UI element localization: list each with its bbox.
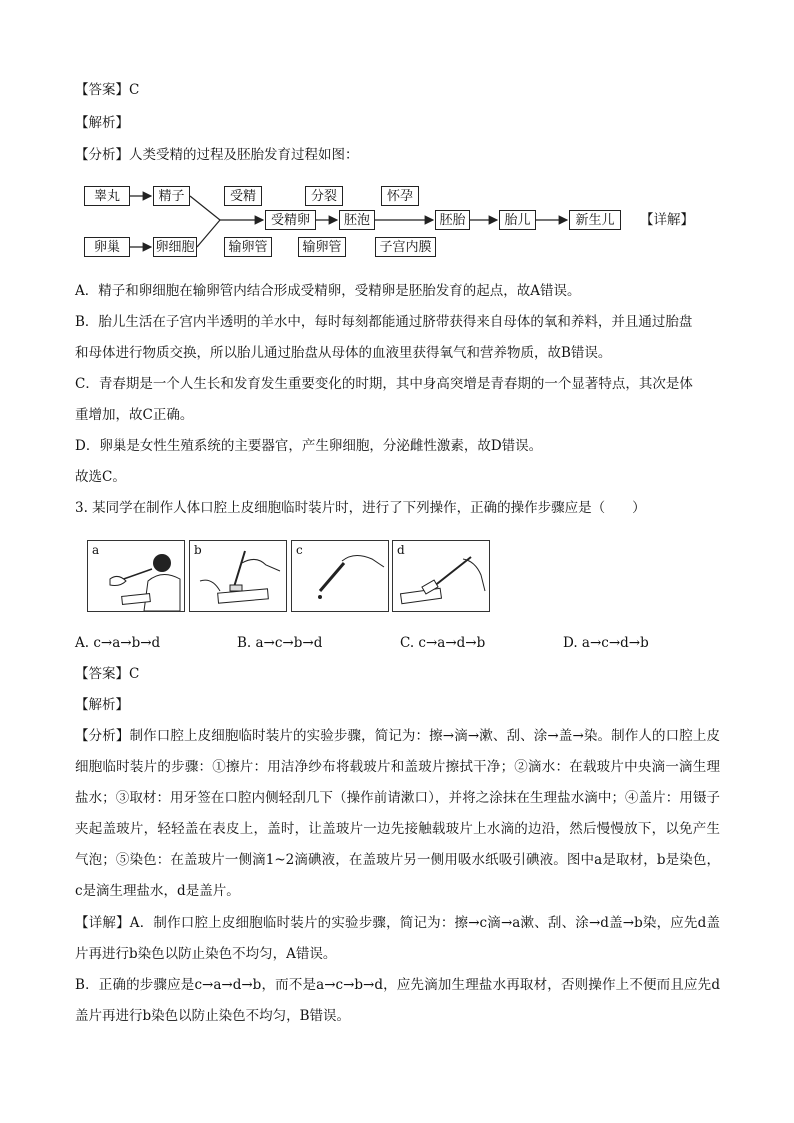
photo-a-illustration — [88, 541, 184, 611]
box-xinsheng: 新生儿 — [569, 210, 621, 230]
q3-detail-a-paragraph: 【详解】A．制作口腔上皮细胞临时装片的实验步骤，简记为：擦→c滴→a漱、刮、涂→d盖→b染，应先d盖片再进行b染色以防止染色不均匀，A错误。 — [75, 915, 720, 962]
select-line: 故选C。 — [75, 469, 126, 485]
photo-label-a: a — [92, 543, 100, 557]
jiexi-text: 解析 — [88, 115, 116, 131]
jiexi-label: 【解析】 — [75, 115, 129, 131]
photo-label-d: d — [397, 543, 405, 557]
photo-label-b: b — [194, 543, 202, 557]
box-zigong: 子宫内膜 — [375, 237, 436, 257]
option-c-line2: 重增加，故C正确。 — [75, 407, 194, 423]
photo-d — [392, 540, 490, 612]
box-fenlie: 分裂 — [305, 186, 343, 206]
answer-line: 【答案】C — [75, 82, 140, 98]
option-b-line2: 和母体进行物质交换，所以胎儿通过胎盘从母体的血液里获得氧气和营养物质，故B错误。 — [75, 345, 612, 361]
photo-b — [189, 540, 287, 612]
box-luanxibao: 卵细胞 — [153, 237, 197, 257]
box-huaiyun: 怀孕 — [381, 186, 419, 206]
q3-analysis-paragraph: 【分析】制作口腔上皮细胞临时装片的实验步骤，简记为：擦→滴→漱、刮、涂→盖→染。制作人的口腔上皮细胞临时装片的步骤：①擦片：用洁净纱布将载玻片和盖玻片擦拭干净；②滴水：在载玻片中央滴一滴生理盐水；③取材：用牙签在口腔内侧轻刮几下（操作前请漱口），并将之涂抹在生理盐水滴中；④盖片：用镊子夹起盖玻片，轻轻盖在表皮上，盖时，让盖玻片一边先接触载玻片上水滴的边沿，然后慢慢放下，以免产生气泡；⑤染色：在盖玻片一侧滴1~2滴碘液，在盖玻片另一侧用吸水纸吸引碘液。图中a是取材，b是染色，c是滴生理盐水，d是盖片。 — [75, 728, 720, 899]
photo-label-c: c — [296, 543, 303, 557]
choice-b: B. a→c→b→d — [237, 635, 323, 651]
q3-detail-b-paragraph: B．正确的步骤应是c→a→d→b，而不是a→c→b→d，应先滴加生理盐水再取材，否则操作上不便而且应先d盖片再进行b染色以防止染色不均匀，B错误。 — [75, 977, 720, 1024]
q3-jiexi-text: 解析 — [88, 697, 116, 713]
analysis-line: 【分析】人类受精的过程及胚胎发育过程如图： — [75, 147, 359, 163]
question-3-stem: 3. 某同学在制作人体口腔上皮细胞临时装片时，进行了下列操作，正确的操作步骤应是（ ） — [75, 500, 646, 516]
choice-d: D. a→c→d→b — [563, 635, 649, 651]
photo-d-illustration — [393, 541, 489, 611]
box-gaowan: 睾丸 — [84, 186, 130, 206]
detail-label: 【详解】 — [640, 212, 694, 228]
option-c-line1: C．青春期是一个人生长和发育发生重要变化的时期，其中身高突增是青春期的一个显著特点，其次是体 — [75, 376, 693, 392]
photo-a — [87, 540, 185, 612]
option-a-line: A．精子和卵细胞在输卵管内结合形成受精卵，受精卵是胚胎发育的起点，故A错误。 — [75, 283, 581, 299]
box-shuluanguan1: 输卵管 — [224, 237, 272, 257]
box-taier: 胎儿 — [499, 210, 536, 230]
photo-b-illustration — [190, 541, 286, 611]
box-peitai: 胚胎 — [435, 210, 470, 230]
box-luanchao: 卵巢 — [84, 237, 130, 257]
box-shoujing: 受精 — [224, 186, 262, 206]
box-shuluanguan2: 输卵管 — [298, 237, 346, 257]
fertilization-diagram — [0, 0, 794, 270]
photo-c — [291, 540, 389, 612]
photo-c-illustration — [292, 541, 388, 611]
q3-jiexi-label: 【解析】 — [75, 697, 129, 713]
q3-answer-line: 【答案】C — [75, 666, 140, 682]
choice-c: C. c→a→d→b — [400, 635, 486, 651]
box-jingzi: 精子 — [153, 186, 190, 206]
choice-a: A. c→a→b→d — [75, 635, 161, 651]
box-peipao: 胚泡 — [339, 210, 375, 230]
box-shoujingluan: 受精卵 — [265, 210, 316, 230]
option-d-line: D．卵巢是女性生殖系统的主要器官，产生卵细胞，分泌雌性激素，故D错误。 — [75, 438, 543, 454]
option-b-line1: B．胎儿生活在子宫内半透明的羊水中，每时每刻都能通过脐带获得来自母体的氧和养料，并且通过胎盘 — [75, 314, 693, 330]
